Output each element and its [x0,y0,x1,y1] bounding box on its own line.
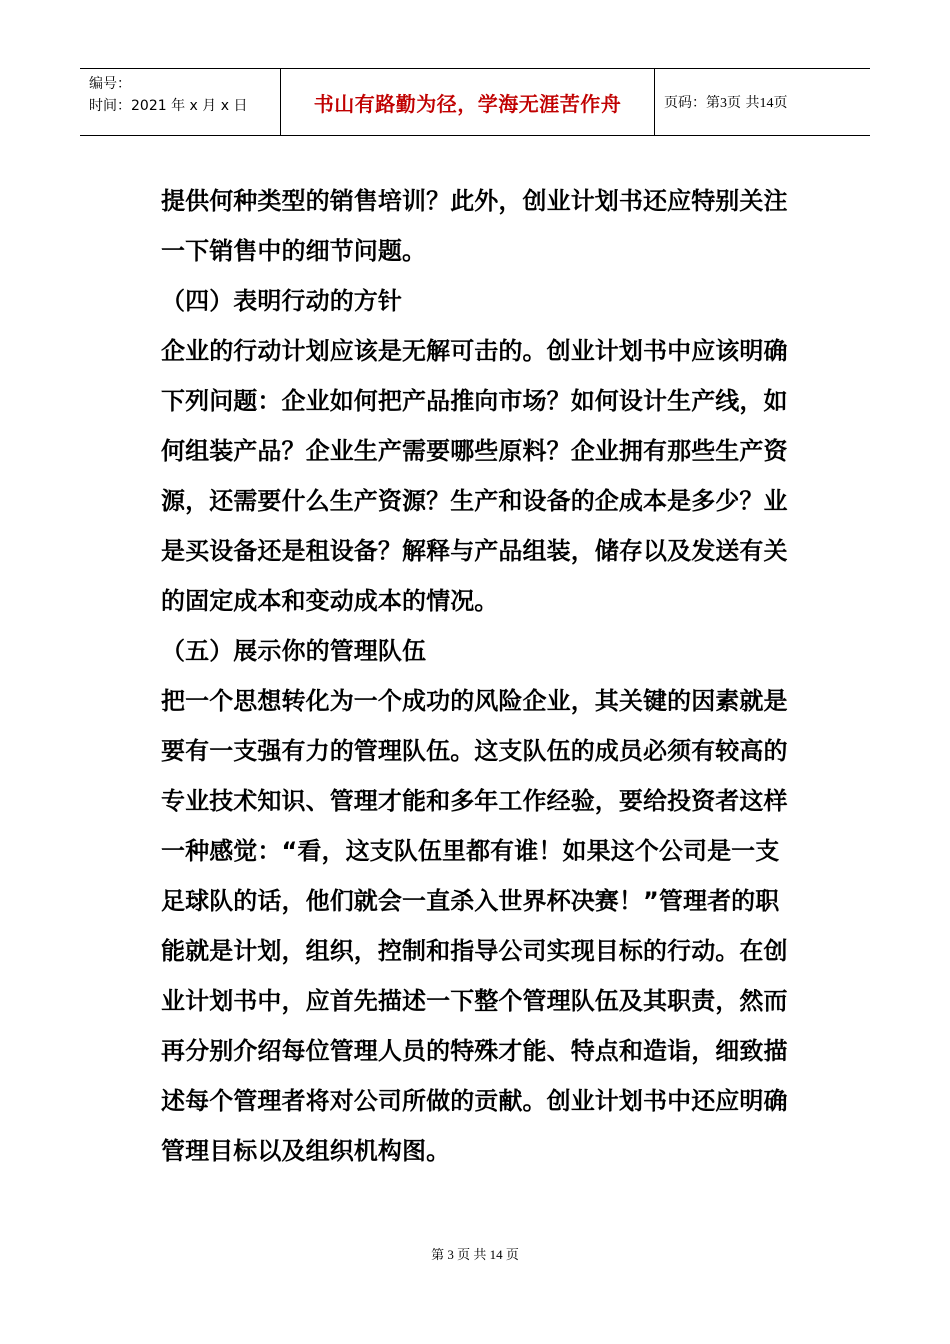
page-mid: 页 共 [727,95,760,111]
text-line: 足球队的话，他们就会一直杀入世界杯决赛！”管理者的职 [161,887,780,915]
header-page-cell [655,69,870,135]
page-indicator [664,93,787,114]
text-line: 的固定成本和变动成本的情况。 [161,587,499,615]
text-line: 提供何种类型的销售培训？此外，创业计划书还应特别关注 [161,187,788,215]
page-footer: 第 3 页 共 14 页 [431,1247,519,1262]
text-line: 述每个管理者将对公司所做的贡献。创业计划书中还应明确 [161,1087,788,1115]
date-line: 时间：2021 年 x 月 x 日 [89,98,248,114]
section-heading: （五）展示你的管理队伍 [161,637,427,665]
text-line: 何组装产品？企业生产需要哪些原料？企业拥有那些生产资 [161,437,788,465]
text-line: 专业技术知识、管理才能和多年工作经验，要给投资者这样 [161,787,788,815]
header-meta [80,69,281,135]
page-label: 页码：第 [664,95,720,111]
text-line: 管理目标以及组织机构图。 [161,1137,451,1165]
text-line: 一种感觉：“看，这支队伍里都有谁！如果这个公司是一支 [161,837,780,865]
text-line: 能就是计划，组织，控制和指导公司实现目标的行动。在创 [161,937,788,965]
motto: 书山有路勤为径，学海无涯苦作舟 [313,92,622,116]
header-motto-cell [281,69,655,135]
text-line: 业计划书中，应首先描述一下整个管理队伍及其职责，然而 [161,987,788,1015]
text-line: 是买设备还是租设备？解释与产品组装，储存以及发送有关 [161,537,788,565]
text-line: 下列问题：企业如何把产品推向市场？如何设计生产线，如 [161,387,788,415]
serial-number-label: 编号： [89,76,131,92]
text-line: 要有一支强有力的管理队伍。这支队伍的成员必须有较高的 [161,737,788,765]
text-line: 再分别介绍每位管理人员的特殊才能、特点和造诣，细致描 [161,1037,788,1065]
section-heading: （四）表明行动的方针 [161,287,402,315]
page-current: 3 [720,96,727,111]
page-suffix: 页 [773,95,788,111]
text-line: 源，还需要什么生产资源？生产和设备的企成本是多少？业 [161,487,788,515]
text-line: 一下销售中的细节问题。 [161,237,427,265]
page-total: 14 [759,96,774,111]
body-text [161,176,789,1176]
text-line: 企业的行动计划应该是无解可击的。创业计划书中应该明确 [161,337,788,365]
text-line: 把一个思想转化为一个成功的风险企业，其关键的因素就是 [161,687,788,715]
page-header [80,68,870,136]
